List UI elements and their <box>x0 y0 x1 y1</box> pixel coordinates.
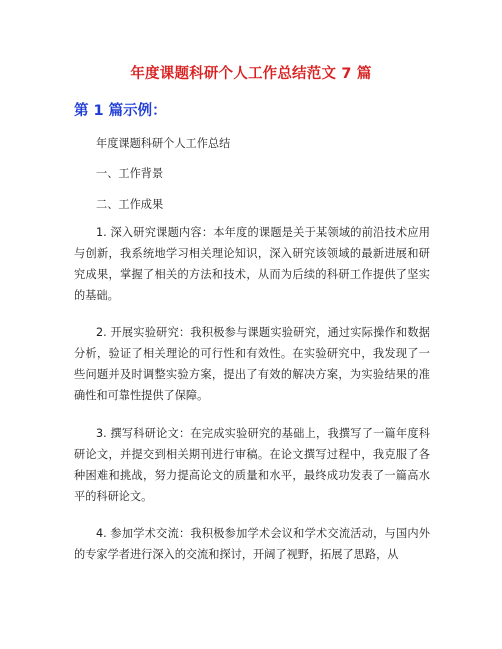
heading-work-background: 一、工作背景 <box>96 167 164 180</box>
document-subtitle: 年度课题科研个人工作总结 <box>96 137 231 150</box>
paragraph-experiments: 2. 开展实验研究：我积极参与课题实验研究，通过实际操作和数据分析，验证了相关理论的可行性和有效性。在实验研究中，我发现了一些问题并及时调整实验方案，提出了有效的解决方案，为实验结果的准确性和可靠性提供了保障。 <box>74 326 430 402</box>
paragraph-academic-exchange: 4. 参加学术交流：我积极参加学术会议和学术交流活动，与国内外的专家学者进行深入的交流和探讨，开阔了视野，拓展了思路，从 <box>74 527 430 561</box>
paragraph-research-content: 1. 深入研究课题内容：本年度的课题是关于某领域的前沿技术应用与创新，我系统地学习相关理论知识，深入研究该领域的最新进展和研究成果，掌握了相关的方法和技术，从而为后续的科研工作提供了坚实的基础。 <box>74 226 430 302</box>
heading-work-results: 二、工作成果 <box>96 198 164 211</box>
section-heading: 第 1 篇示例： <box>74 103 167 119</box>
document-title: 年度课题科研个人工作总结范文 7 篇 <box>130 66 372 82</box>
paragraph-paper-writing: 3. 撰写科研论文：在完成实验研究的基础上，我撰写了一篇年度科研论文，并提交到相关期刊进行审稿。在论文撰写过程中，我克服了各种困难和挑战，努力提高论文的质量和水平，最终成功发表了一篇高水平的科研论文。 <box>74 427 430 503</box>
